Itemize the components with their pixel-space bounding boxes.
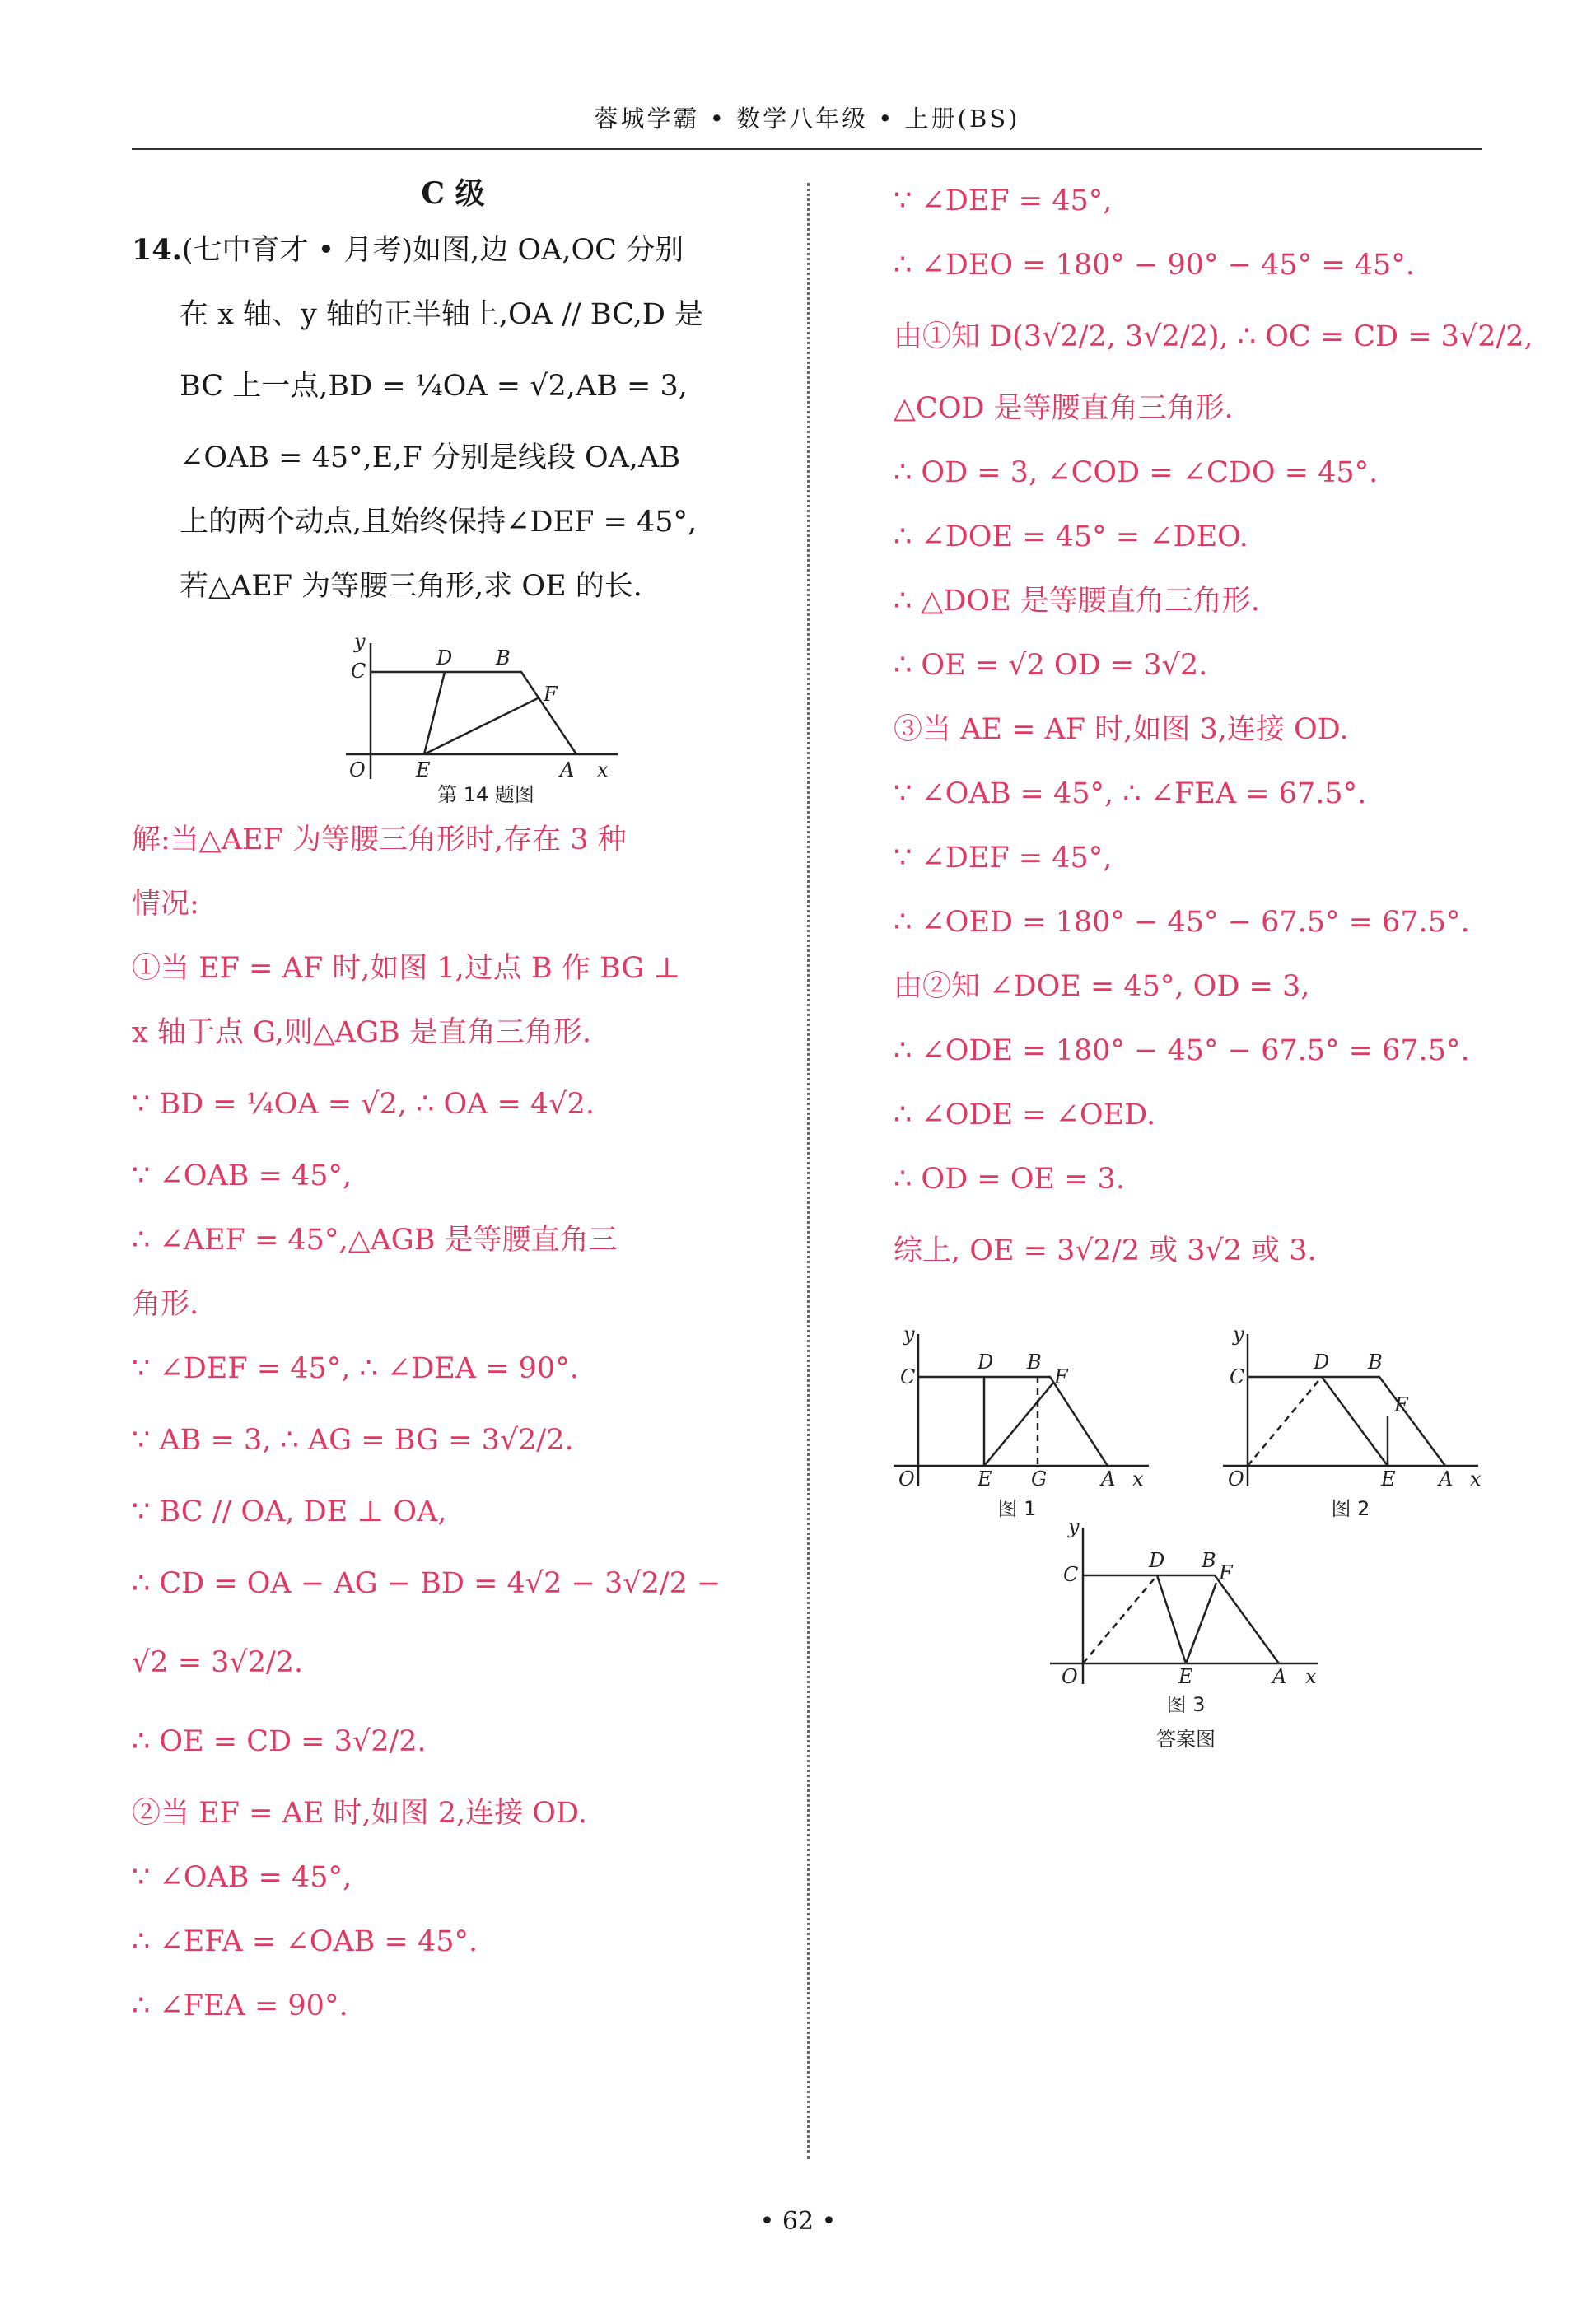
fig2-caption: 图 2: [1331, 1497, 1370, 1520]
f3-A: A: [1272, 1665, 1287, 1688]
f3-C: C: [1063, 1563, 1079, 1586]
sol-l-7: ∴ ∠AEF = 45°,△AGB 是等腰直角三: [132, 1224, 618, 1257]
f2-E: E: [1381, 1467, 1396, 1491]
solution-left: [132, 808, 774, 2038]
label-y: y: [354, 630, 366, 653]
sol-r-9: ③当 AE = AF 时,如图 3,连接 OD.: [894, 713, 1349, 746]
answer-figures: [885, 1318, 1511, 1779]
sol-r-6: ∴ ∠DOE = 45° = ∠DEO.: [894, 520, 1248, 553]
f3-F: F: [1219, 1561, 1233, 1584]
label-A: A: [560, 758, 575, 781]
fig3-caption: 图 3: [1166, 1693, 1206, 1716]
header-divider: [132, 148, 1482, 150]
fig1-caption: 图 1: [997, 1497, 1037, 1520]
sol-r-14: ∴ ∠ODE = 180° − 45° − 67.5° = 67.5°.: [894, 1034, 1470, 1067]
question-text-1: 如图,边 OA,OC 分别: [413, 234, 684, 267]
f2-y: y: [1233, 1323, 1244, 1346]
question-number: 14.: [132, 233, 182, 267]
sol-r-15: ∴ ∠ODE = ∠OED.: [894, 1099, 1156, 1131]
f1-A: A: [1101, 1467, 1116, 1491]
label-F: F: [544, 683, 558, 706]
sol-r-11: ∵ ∠DEF = 45°,: [894, 842, 1113, 875]
sol-l-6: ∵ ∠OAB = 45°,: [132, 1159, 352, 1192]
sol-r-10: ∵ ∠OAB = 45°, ∴ ∠FEA = 67.5°.: [894, 777, 1367, 810]
label-E: E: [416, 758, 431, 781]
sol-l-16: ∵ ∠OAB = 45°,: [132, 1861, 352, 1894]
page-header: 蓉城学霸 • 数学八年级 • 上册(BS): [594, 105, 1020, 133]
f1-x: x: [1132, 1467, 1144, 1491]
question-line-1: [132, 218, 774, 282]
sol-r-5: ∴ OD = 3, ∠COD = ∠CDO = 45°.: [894, 456, 1379, 489]
label-D: D: [436, 646, 453, 669]
level-heading: C 级: [421, 176, 485, 211]
answer-figure-caption: 答案图: [1156, 1728, 1216, 1751]
f1-O: O: [898, 1467, 915, 1491]
question-line-5: 上的两个动点,且始终保持∠DEF = 45°,: [180, 506, 698, 539]
question-figure: [132, 618, 774, 808]
sol-l-1: 解:当△AEF 为等腰三角形时,存在 3 种: [132, 823, 627, 856]
label-x: x: [597, 758, 609, 781]
sol-r-13: 由②知 ∠DOE = 45°, OD = 3,: [894, 970, 1310, 1003]
sol-l-18: ∴ ∠FEA = 90°.: [132, 1990, 348, 2022]
question-figure-svg: [132, 618, 774, 808]
question-figure-caption: 第 14 题图: [437, 783, 534, 806]
sol-r-17: 综上, OE = 3√2/2 或 3√2 或 3.: [894, 1234, 1317, 1267]
f1-y: y: [903, 1323, 915, 1346]
sol-l-2: 情况:: [132, 888, 199, 921]
f2-D: D: [1314, 1351, 1330, 1374]
right-column: [894, 169, 1533, 1290]
f2-A: A: [1439, 1467, 1454, 1491]
sol-r-12: ∴ ∠OED = 180° − 45° − 67.5° = 67.5°.: [894, 906, 1470, 939]
sol-l-15: ②当 EF = AE 时,如图 2,连接 OD.: [132, 1797, 587, 1830]
f2-C: C: [1230, 1365, 1245, 1388]
sol-l-14: ∴ OE = CD = 3√2/2.: [132, 1725, 427, 1758]
sol-r-16: ∴ OD = OE = 3.: [894, 1163, 1125, 1196]
sol-r-4: △COD 是等腰直角三角形.: [894, 392, 1234, 425]
sol-r-1: ∵ ∠DEF = 45°,: [894, 184, 1113, 217]
question-source: (七中育才 • 月考): [181, 234, 413, 267]
question-line-4: ∠OAB = 45°,E,F 分别是线段 OA,AB: [180, 441, 681, 474]
label-B: B: [496, 646, 511, 669]
sol-l-9: ∵ ∠DEF = 45°, ∴ ∠DEA = 90°.: [132, 1352, 579, 1385]
f3-x: x: [1305, 1665, 1317, 1688]
f3-B: B: [1202, 1549, 1216, 1572]
sol-r-8: ∴ OE = √2 OD = 3√2.: [894, 649, 1208, 682]
f1-G: G: [1031, 1467, 1048, 1491]
label-C: C: [351, 660, 366, 683]
sol-l-17: ∴ ∠EFA = ∠OAB = 45°.: [132, 1925, 478, 1958]
f1-C: C: [900, 1365, 916, 1388]
f3-E: E: [1178, 1665, 1193, 1688]
sol-l-5: ∵ BD = ¼OA = √2, ∴ OA = 4√2.: [132, 1088, 595, 1121]
label-O: O: [349, 758, 366, 781]
f2-B: B: [1368, 1351, 1383, 1374]
f2-x: x: [1470, 1467, 1482, 1491]
f2-F: F: [1394, 1393, 1408, 1416]
f1-F: F: [1054, 1365, 1068, 1388]
f3-y: y: [1068, 1515, 1080, 1538]
f3-O: O: [1062, 1665, 1078, 1688]
sol-l-4: x 轴于点 G,则△AGB 是直角三角形.: [132, 1016, 591, 1049]
f1-E: E: [978, 1467, 992, 1491]
left-column: [132, 169, 774, 2038]
f3-D: D: [1149, 1549, 1165, 1572]
f2-O: O: [1228, 1467, 1244, 1491]
question-line-6: 若△AEF 为等腰三角形,求 OE 的长.: [180, 570, 642, 603]
sol-r-3: 由①知 D(3√2/2, 3√2/2), ∴ OC = CD = 3√2/2,: [894, 320, 1533, 353]
sol-r-7: ∴ △DOE 是等腰直角三角形.: [894, 585, 1260, 618]
f1-B: B: [1027, 1351, 1042, 1374]
page-number: • 62 •: [759, 2207, 837, 2236]
question-line-3: BC 上一点,BD = ¼OA = √2,AB = 3,: [180, 370, 688, 403]
sol-r-2: ∴ ∠DEO = 180° − 90° − 45° = 45°.: [894, 249, 1415, 282]
column-divider: [807, 183, 810, 2159]
sol-l-8: 角形.: [132, 1288, 199, 1321]
sol-l-13: √2 = 3√2/2.: [132, 1646, 304, 1679]
f1-D: D: [978, 1351, 994, 1374]
question-line-2: 在 x 轴、y 轴的正半轴上,OA // BC,D 是: [180, 298, 704, 331]
sol-l-3: ①当 EF = AF 时,如图 1,过点 B 作 BG ⊥: [132, 952, 681, 985]
sol-l-10: ∵ AB = 3, ∴ AG = BG = 3√2/2.: [132, 1424, 574, 1457]
sol-l-12: ∴ CD = OA − AG − BD = 4√2 − 3√2/2 −: [132, 1567, 721, 1600]
sol-l-11: ∵ BC // OA, DE ⊥ OA,: [132, 1495, 447, 1528]
